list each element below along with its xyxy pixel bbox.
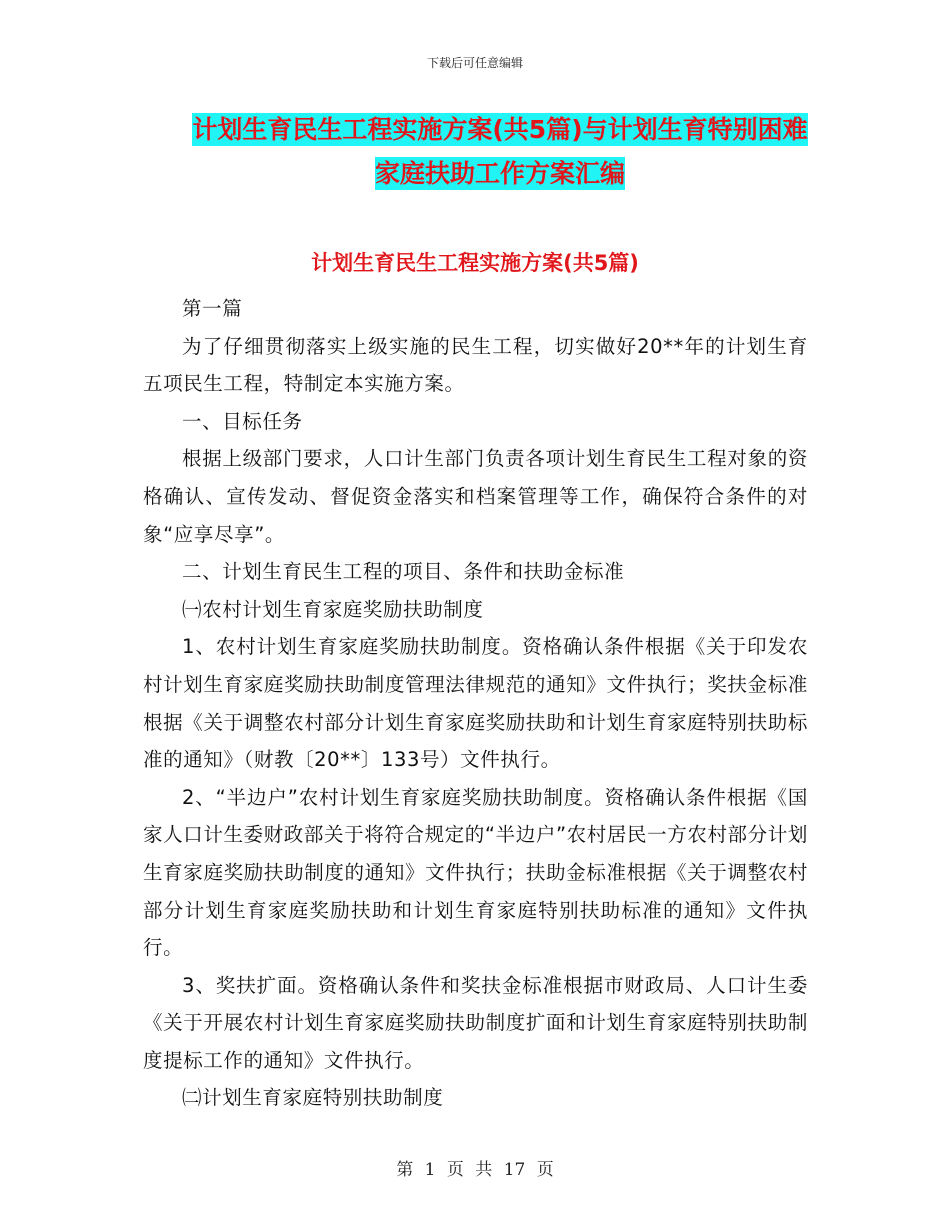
paragraph: 3、奖扶扩面。资格确认条件和奖扶金标准根据市财政局、人口计生委《关于开展农村计划生育家庭奖励扶助制度扩面和计划生育家庭特别扶助制度提标工作的通知》文件执行。 — [143, 973, 808, 1072]
paragraph: 一、目标任务 — [182, 409, 303, 433]
main-title-text: 计划生育民生工程实施方案(共5篇)与计划生育特别困难家庭扶助工作方案汇编 — [192, 115, 808, 188]
paragraph: 1、农村计划生育家庭奖励扶助制度。资格确认条件根据《关于印发农村计划生育家庭奖励扶助制度管理法律规范的通知》文件执行；奖扶金标准根据《关于调整农村部分计划生育家庭奖励扶助和计划生育家庭特别扶助标准的通知》（财教〔20**〕133号）文件执行。 — [143, 635, 808, 772]
header-note: 下载后可任意编辑 — [426, 56, 523, 70]
paragraph: 第一篇 — [182, 297, 243, 320]
document-body — [143, 290, 808, 1117]
paragraph: ㈠农村计划生育家庭奖励扶助制度 — [182, 597, 484, 621]
paragraph: 根据上级部门要求，人口计生部门负责各项计划生育民生工程对象的资格确认、宣传发动、督促资金落实和档案管理等工作，确保符合条件的对象“应享尽享”。 — [143, 447, 808, 546]
page-footer: 第 1 页 共 17 页 — [396, 1160, 554, 1180]
paragraph: 二、计划生育民生工程的项目、条件和扶助金标准 — [182, 560, 625, 584]
paragraph: 2、“半边户”农村计划生育家庭奖励扶助制度。资格确认条件根据《国家人口计生委财政部关于将符合规定的“半边户”农村居民一方农村部分计划生育家庭奖励扶助制度的通知》文件执行；扶助金标准根据《关于调整农村部分计划生育家庭奖励扶助和计划生育家庭特别扶助标准的通知》文件执行。 — [143, 785, 808, 960]
section-title: 计划生育民生工程实施方案(共5篇) — [311, 251, 639, 275]
document-main-title — [180, 108, 820, 196]
paragraph: ㈡计划生育家庭特别扶助制度 — [182, 1086, 444, 1110]
paragraph: 为了仔细贯彻落实上级实施的民生工程，切实做好20**年的计划生育五项民生工程，特制定本实施方案。 — [143, 334, 808, 396]
